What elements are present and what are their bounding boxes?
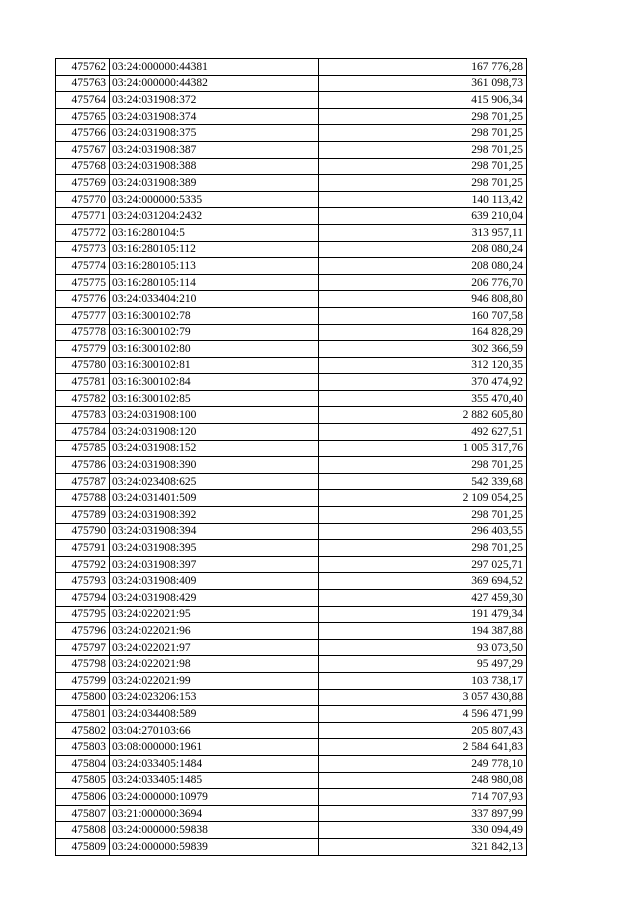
cadastral-value-cell: 321 842,13 (319, 838, 527, 855)
cadastral-number-cell: 03:24:000000:59838 (110, 822, 319, 839)
table-row (56, 258, 527, 275)
cadastral-number-cell: 03:08:000000:1961 (110, 739, 319, 756)
cadastral-value-cell: 164 828,29 (319, 324, 527, 341)
cadastral-number-cell: 03:16:300102:81 (110, 357, 319, 374)
cadastral-value-cell: 361 098,73 (319, 75, 527, 92)
cadastral-value-cell: 2 584 641,83 (319, 739, 527, 756)
cadastral-value-cell: 1 005 317,76 (319, 440, 527, 457)
table-row (56, 224, 527, 241)
cadastral-number-cell: 03:24:031908:397 (110, 556, 319, 573)
table-row (56, 390, 527, 407)
cadastral-value-cell: 103 738,17 (319, 672, 527, 689)
row-number-cell: 475775 (56, 274, 110, 291)
cadastral-number-cell: 03:24:031401:509 (110, 490, 319, 507)
cadastral-value-cell: 298 701,25 (319, 141, 527, 158)
cadastral-value-cell: 194 387,88 (319, 623, 527, 640)
cadastral-number-cell: 03:16:300102:79 (110, 324, 319, 341)
table-row (56, 191, 527, 208)
cadastral-value-cell: 4 596 471,99 (319, 706, 527, 723)
table-row (56, 656, 527, 673)
row-number-cell: 475787 (56, 473, 110, 490)
cadastral-number-cell: 03:24:022021:97 (110, 639, 319, 656)
row-number-cell: 475782 (56, 390, 110, 407)
row-number-cell: 475800 (56, 689, 110, 706)
row-number-cell: 475778 (56, 324, 110, 341)
row-number-cell: 475786 (56, 457, 110, 474)
cadastral-number-cell: 03:24:023408:625 (110, 473, 319, 490)
row-number-cell: 475794 (56, 590, 110, 607)
cadastral-value-cell: 302 366,59 (319, 341, 527, 358)
cadastral-value-cell: 297 025,71 (319, 556, 527, 573)
cadastral-number-cell: 03:24:031908:375 (110, 125, 319, 142)
cadastral-value-cell: 208 080,24 (319, 258, 527, 275)
row-number-cell: 475803 (56, 739, 110, 756)
cadastral-value-cell: 298 701,25 (319, 507, 527, 524)
row-number-cell: 475788 (56, 490, 110, 507)
row-number-cell: 475805 (56, 772, 110, 789)
cadastral-number-cell: 03:16:280105:113 (110, 258, 319, 275)
cadastral-value-cell: 330 094,49 (319, 822, 527, 839)
table-row (56, 689, 527, 706)
row-number-cell: 475779 (56, 341, 110, 358)
cadastral-value-cell: 298 701,25 (319, 125, 527, 142)
cadastral-number-cell: 03:24:031908:429 (110, 590, 319, 607)
cadastral-number-cell: 03:24:033405:1484 (110, 755, 319, 772)
cadastral-value-cell: 639 210,04 (319, 208, 527, 225)
table-row (56, 75, 527, 92)
cadastral-value-cell: 160 707,58 (319, 307, 527, 324)
cadastral-number-cell: 03:24:031204:2432 (110, 208, 319, 225)
cadastral-value-cell: 298 701,25 (319, 457, 527, 474)
cadastral-number-cell: 03:16:300102:84 (110, 374, 319, 391)
table-row (56, 490, 527, 507)
row-number-cell: 475795 (56, 606, 110, 623)
cadastral-number-cell: 03:24:031908:395 (110, 540, 319, 557)
cadastral-number-cell: 03:24:033405:1485 (110, 772, 319, 789)
table-row (56, 507, 527, 524)
cadastral-number-cell: 03:24:031908:394 (110, 523, 319, 540)
table-row (56, 307, 527, 324)
row-number-cell: 475799 (56, 672, 110, 689)
cadastral-value-cell: 249 778,10 (319, 755, 527, 772)
cadastral-value-cell: 167 776,28 (319, 59, 527, 76)
row-number-cell: 475809 (56, 838, 110, 855)
table-row (56, 324, 527, 341)
cadastral-value-cell: 415 906,34 (319, 92, 527, 109)
cadastral-value-cell: 714 707,93 (319, 789, 527, 806)
cadastral-value-cell: 427 459,30 (319, 590, 527, 607)
row-number-cell: 475777 (56, 307, 110, 324)
table-body (56, 59, 527, 856)
row-number-cell: 475780 (56, 357, 110, 374)
cadastral-value-cell: 298 701,25 (319, 108, 527, 125)
table-row (56, 805, 527, 822)
cadastral-value-cell: 2 882 605,80 (319, 407, 527, 424)
row-number-cell: 475764 (56, 92, 110, 109)
cadastral-value-cell: 140 113,42 (319, 191, 527, 208)
cadastral-number-cell: 03:24:022021:98 (110, 656, 319, 673)
table-row (56, 573, 527, 590)
cadastral-value-table (55, 58, 527, 856)
row-number-cell: 475772 (56, 224, 110, 241)
cadastral-value-cell: 298 701,25 (319, 158, 527, 175)
cadastral-value-cell: 298 701,25 (319, 175, 527, 192)
table-row (56, 158, 527, 175)
cadastral-value-cell: 313 957,11 (319, 224, 527, 241)
cadastral-value-cell: 95 497,29 (319, 656, 527, 673)
cadastral-number-cell: 03:24:000000:44381 (110, 59, 319, 76)
row-number-cell: 475790 (56, 523, 110, 540)
table-row (56, 838, 527, 855)
row-number-cell: 475789 (56, 507, 110, 524)
table-row (56, 108, 527, 125)
cadastral-number-cell: 03:24:000000:59839 (110, 838, 319, 855)
row-number-cell: 475797 (56, 639, 110, 656)
cadastral-value-cell: 248 980,08 (319, 772, 527, 789)
row-number-cell: 475798 (56, 656, 110, 673)
table-row (56, 523, 527, 540)
table-row (56, 125, 527, 142)
cadastral-number-cell: 03:16:280104:5 (110, 224, 319, 241)
cadastral-number-cell: 03:24:031908:374 (110, 108, 319, 125)
table-row (56, 374, 527, 391)
table-row (56, 556, 527, 573)
table-row (56, 755, 527, 772)
row-number-cell: 475776 (56, 291, 110, 308)
cadastral-value-cell: 946 808,80 (319, 291, 527, 308)
table-row (56, 141, 527, 158)
cadastral-value-cell: 298 701,25 (319, 540, 527, 557)
row-number-cell: 475806 (56, 789, 110, 806)
cadastral-number-cell: 03:24:031908:387 (110, 141, 319, 158)
cadastral-value-cell: 370 474,92 (319, 374, 527, 391)
cadastral-number-cell: 03:24:031908:409 (110, 573, 319, 590)
cadastral-value-cell: 206 776,70 (319, 274, 527, 291)
table-row (56, 822, 527, 839)
row-number-cell: 475784 (56, 424, 110, 441)
row-number-cell: 475768 (56, 158, 110, 175)
cadastral-value-cell: 355 470,40 (319, 390, 527, 407)
cadastral-number-cell: 03:16:280105:114 (110, 274, 319, 291)
table-row (56, 473, 527, 490)
cadastral-number-cell: 03:24:031908:372 (110, 92, 319, 109)
table-row (56, 722, 527, 739)
table-row (56, 590, 527, 607)
table-row (56, 274, 527, 291)
cadastral-value-cell: 208 080,24 (319, 241, 527, 258)
cadastral-number-cell: 03:24:031908:392 (110, 507, 319, 524)
row-number-cell: 475804 (56, 755, 110, 772)
row-number-cell: 475808 (56, 822, 110, 839)
cadastral-value-cell: 2 109 054,25 (319, 490, 527, 507)
cadastral-number-cell: 03:04:270103:66 (110, 722, 319, 739)
cadastral-number-cell: 03:24:000000:44382 (110, 75, 319, 92)
cadastral-number-cell: 03:16:300102:78 (110, 307, 319, 324)
cadastral-value-cell: 191 479,34 (319, 606, 527, 623)
cadastral-value-cell: 3 057 430,88 (319, 689, 527, 706)
cadastral-number-cell: 03:24:031908:390 (110, 457, 319, 474)
cadastral-number-cell: 03:24:000000:5335 (110, 191, 319, 208)
cadastral-value-cell: 312 120,35 (319, 357, 527, 374)
cadastral-value-cell: 542 339,68 (319, 473, 527, 490)
cadastral-number-cell: 03:24:022021:99 (110, 672, 319, 689)
table-row (56, 606, 527, 623)
table-row (56, 241, 527, 258)
row-number-cell: 475792 (56, 556, 110, 573)
table-row (56, 208, 527, 225)
cadastral-number-cell: 03:24:034408:589 (110, 706, 319, 723)
row-number-cell: 475783 (56, 407, 110, 424)
cadastral-value-cell: 337 897,99 (319, 805, 527, 822)
row-number-cell: 475767 (56, 141, 110, 158)
cadastral-value-cell: 93 073,50 (319, 639, 527, 656)
table-row (56, 291, 527, 308)
table-row (56, 175, 527, 192)
row-number-cell: 475770 (56, 191, 110, 208)
cadastral-number-cell: 03:16:280105:112 (110, 241, 319, 258)
table-row (56, 739, 527, 756)
cadastral-number-cell: 03:24:022021:96 (110, 623, 319, 640)
row-number-cell: 475781 (56, 374, 110, 391)
row-number-cell: 475765 (56, 108, 110, 125)
row-number-cell: 475796 (56, 623, 110, 640)
table-row (56, 789, 527, 806)
cadastral-number-cell: 03:24:000000:10979 (110, 789, 319, 806)
cadastral-number-cell: 03:24:031908:120 (110, 424, 319, 441)
row-number-cell: 475801 (56, 706, 110, 723)
table-row (56, 357, 527, 374)
table-row (56, 424, 527, 441)
cadastral-number-cell: 03:16:300102:80 (110, 341, 319, 358)
cadastral-value-cell: 296 403,55 (319, 523, 527, 540)
table-row (56, 623, 527, 640)
table-row (56, 59, 527, 76)
row-number-cell: 475769 (56, 175, 110, 192)
table-row (56, 341, 527, 358)
cadastral-value-cell: 205 807,43 (319, 722, 527, 739)
cadastral-value-cell: 369 694,52 (319, 573, 527, 590)
row-number-cell: 475766 (56, 125, 110, 142)
row-number-cell: 475763 (56, 75, 110, 92)
row-number-cell: 475762 (56, 59, 110, 76)
row-number-cell: 475807 (56, 805, 110, 822)
cadastral-number-cell: 03:24:031908:389 (110, 175, 319, 192)
cadastral-number-cell: 03:24:022021:95 (110, 606, 319, 623)
cadastral-number-cell: 03:24:031908:388 (110, 158, 319, 175)
row-number-cell: 475785 (56, 440, 110, 457)
table-row (56, 672, 527, 689)
cadastral-number-cell: 03:16:300102:85 (110, 390, 319, 407)
table-row (56, 540, 527, 557)
row-number-cell: 475802 (56, 722, 110, 739)
cadastral-number-cell: 03:24:031908:152 (110, 440, 319, 457)
table-row (56, 457, 527, 474)
table-row (56, 407, 527, 424)
row-number-cell: 475771 (56, 208, 110, 225)
cadastral-number-cell: 03:24:023206:153 (110, 689, 319, 706)
table-row (56, 639, 527, 656)
row-number-cell: 475793 (56, 573, 110, 590)
table-row (56, 706, 527, 723)
cadastral-value-cell: 492 627,51 (319, 424, 527, 441)
cadastral-number-cell: 03:24:031908:100 (110, 407, 319, 424)
table-row (56, 772, 527, 789)
row-number-cell: 475774 (56, 258, 110, 275)
table-row (56, 92, 527, 109)
cadastral-number-cell: 03:24:033404:210 (110, 291, 319, 308)
table-row (56, 440, 527, 457)
cadastral-number-cell: 03:21:000000:3694 (110, 805, 319, 822)
row-number-cell: 475791 (56, 540, 110, 557)
row-number-cell: 475773 (56, 241, 110, 258)
